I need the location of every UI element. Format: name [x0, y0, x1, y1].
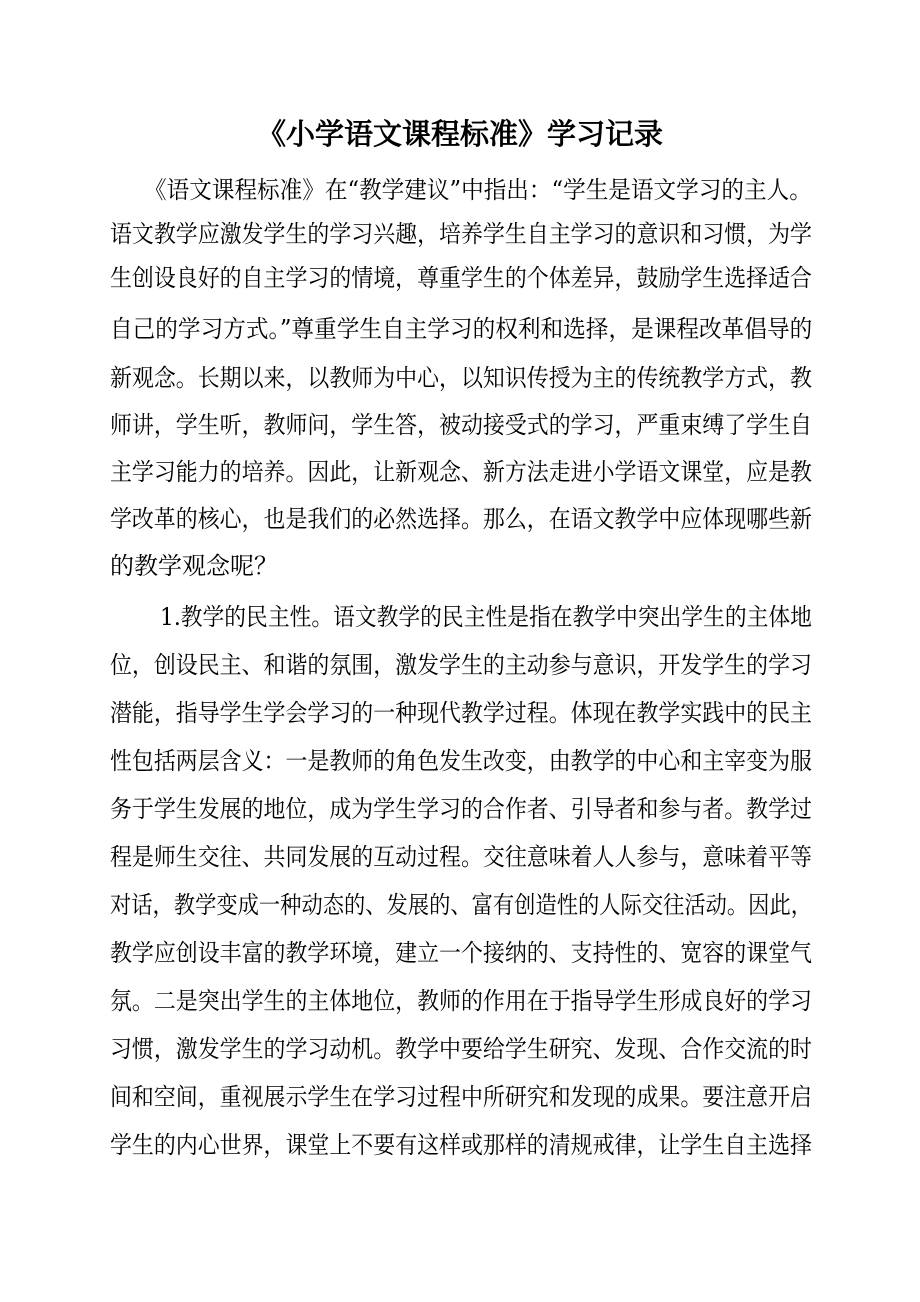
- document-title: 《小学语文课程标准》学习记录: [256, 117, 663, 151]
- paragraph-1-line-7: 主学习能力的培养。因此，让新观念、新方法走进小学语文课堂，应是教: [110, 458, 812, 486]
- paragraph-2-line-5: 务于学生发展的地位，成为学生学习的合作者、引导者和参与者。教学过: [110, 795, 812, 823]
- paragraph-1-line-4: 自己的学习方式。”尊重学生自主学习的权利和选择，是课程改革倡导的: [110, 315, 813, 343]
- paragraph-2-line-9: 氛。二是突出学生的主体地位，教师的作用在于指导学生形成良好的学习: [110, 987, 812, 1015]
- paragraph-2-line-1: 1.教学的民主性。语文教学的民主性是指在教学中突出学生的主体地: [160, 603, 812, 631]
- paragraph-2-line-8: 教学应创设丰富的教学环境，建立一个接纳的、支持性的、宽容的课堂气: [110, 939, 812, 967]
- paragraph-2-line-2: 位，创设民主、和谐的氛围，激发学生的主动参与意识，开发学生的学习: [110, 651, 812, 679]
- paragraph-2-line-6: 程是师生交往、共同发展的互动过程。交往意味着人人参与，意味着平等: [110, 843, 812, 871]
- paragraph-2-line-12: 学生的内心世界，课堂上不要有这样或那样的清规戒律，让学生自主选择: [110, 1131, 812, 1159]
- paragraph-1-line-3: 生创设良好的自主学习的情境，尊重学生的个体差异，鼓励学生选择适合: [110, 264, 812, 292]
- paragraph-1-line-8: 学改革的核心，也是我们的必然选择。那么，在语文教学中应体现哪些新: [110, 505, 812, 533]
- paragraph-1-line-2: 语文教学应激发学生的学习兴趣，培养学生自主学习的意识和习惯，为学: [110, 220, 812, 248]
- paragraph-2-line-11: 间和空间，重视展示学生在学习过程中所研究和发现的成果。要注意开启: [110, 1083, 812, 1111]
- paragraph-2-line-10: 习惯，激发学生的学习动机。教学中要给学生研究、发现、合作交流的时: [110, 1035, 812, 1063]
- paragraph-1-line-1: 《语文课程标准》在“教学建议”中指出：“学生是语文学习的主人。: [144, 176, 812, 204]
- paragraph-1-line-6: 师讲，学生听，教师问，学生答，被动接受式的学习，严重束缚了学生自: [110, 411, 812, 439]
- paragraph-1-line-5: 新观念。长期以来，以教师为中心，以知识传授为主的传统教学方式，教: [110, 364, 812, 392]
- paragraph-1-line-9: 的教学观念呢？: [110, 552, 278, 580]
- paragraph-2-line-3: 潜能，指导学生学会学习的一种现代教学过程。体现在教学实践中的民主: [110, 699, 812, 727]
- paragraph-2-line-7: 对话，教学变成一种动态的、发展的、富有创造性的人际交往活动。因此，: [110, 891, 812, 919]
- paragraph-2-line-4: 性包括两层含义：一是教师的角色发生改变，由教学的中心和主宰变为服: [110, 747, 812, 775]
